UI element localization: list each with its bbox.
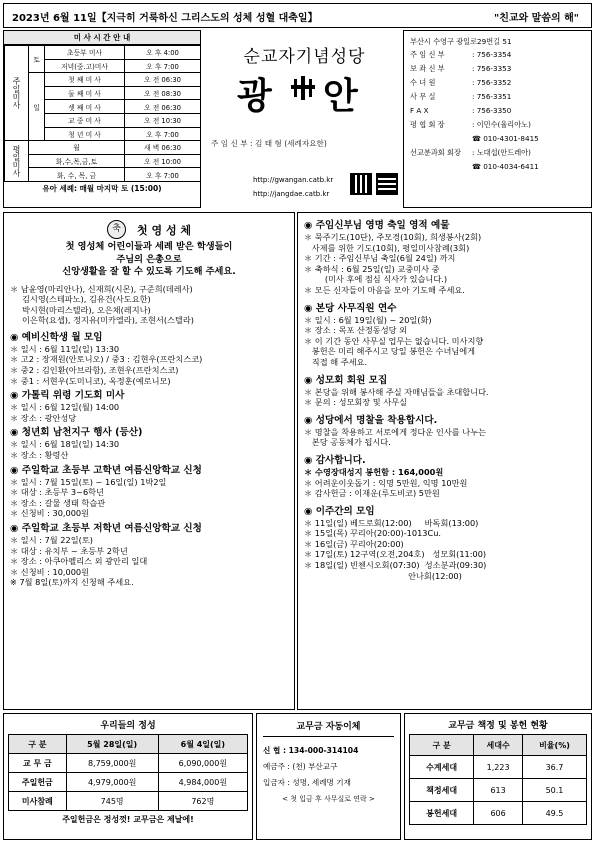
transfer-note: < 첫 입금 후 사무실로 연락 > [282,795,375,803]
section-feast-gifts [304,219,585,296]
schedule-time: 오 후 7:00 [125,127,201,141]
schedule-name: 셋 째 미 사 [45,100,125,114]
section-youth-hike [10,426,288,460]
names-line: 이은학(요셉), 정지유(미카엘라), 조현서(스텔라) [22,315,194,326]
pledge-row-label: 책정세대 [410,779,474,802]
offerings-row-label: 교 무 금 [9,754,67,773]
section-line: ＊ 일시 : 7월 15일(토) ~ 16일(일) 1박2일 [10,476,167,487]
header-bar [3,3,592,28]
section-line: ＊ 일시 : 6월 18일(일) 14:30 [10,439,120,450]
section-title: ◉ 예비신학생 월 모임 [10,331,103,343]
section-line: ＊ 이 기간 동안 사무실 업무는 없습니다. 미사지향 [304,335,484,346]
pledge-row-label: 봉헌세대 [410,802,474,825]
names-line: 김시영(스테파노), 김유건(사도요한) [22,294,151,305]
section-line: (미사 후에 점심 식사가 있습니다.) [304,274,448,285]
section-title: ◉ 성당에서 명찰을 착용합시다. [304,414,438,426]
section-line: 안나회(12:00) [304,570,462,581]
contact-row: 수 녀 원 : 756-3352 [410,78,512,87]
intro-line: 첫 영성체 어린이들과 세례 받은 학생들이 [65,241,233,252]
section-line: ＊ 일시 : 7월 22일(토) [10,535,93,545]
section-line: ＊ 일시 : 6월 11일(일) 13:30 [10,343,120,354]
section-line: ＊ 어려운이웃돕기 : 익명 5만원, 익명 10만원 [304,477,468,488]
pledge-count: 606 [474,802,523,825]
date-title: 2023년 6월 11일【지극히 거룩하신 그리스도의 성체 성혈 대축일】 [12,13,318,24]
schedule-name: 초등부 미사 [45,46,125,60]
section-title: ◉ 주일학교 초등부 고학년 여름신앙학교 신청 [10,464,202,476]
schedule-table [4,45,201,182]
pledge-rate: 49.5 [522,802,586,825]
schedule-name: 월 [29,141,125,155]
section-line: ＊ 장소 : 광안성당 [10,412,77,423]
intro-line: 신앙생활을 잘 할 수 있도록 기도해 주세요. [62,266,236,277]
schedule-time: 오 전 06:30 [125,100,201,114]
section-line: ＊ 18일(일) 빈첸시오회(07:30) 성소분과(09:30) [304,560,487,571]
contact-row: 주 임 신 부 : 756-3354 [410,50,512,59]
section-line: ＊ 명찰을 착용하고 서로에게 정다운 인사를 나누는 [304,426,486,437]
depositor-memo: 입금자 : 성명, 세례명 기재 [263,778,351,787]
section-line: ＊ 일시 : 6월 19일(월) ~ 20일(화) [304,314,432,325]
section-line: 직접 해 주세요. [304,356,368,367]
contact-block [403,30,592,208]
section-thanks [304,454,585,499]
offerings-box [3,713,253,840]
bank-account: 신 협 : 134-000-314104 [263,746,359,755]
church-subtitle: 순교자기념성당 [243,47,366,67]
section-line: ＊ 16일(금) 꾸리아(20:00) [304,538,404,549]
schedule-name: 저녁(중.고)미사 [45,59,125,73]
offerings-col-label: 구 분 [9,735,67,754]
schedule-time: 오 전 10:00 [125,154,201,168]
section-line: ＊ 장소 : 아쿠아펠리스 외 광안리 일대 [10,556,148,567]
section-line: ＊ 묵주기도(10단), 주모경(10회), 희생봉사(2회) [304,232,482,242]
section-line: 봉헌은 미리 해주시고 당일 봉헌은 수녀님에게 [304,346,476,357]
section-line: ※ 7월 8일(토)까지 신청해 주세요. [10,577,134,588]
section-office-training [304,302,585,368]
contact-row: ☎ 010-4301-8415 [472,134,539,143]
url-2[interactable]: http://jangdae.catb.kr [253,190,330,198]
qr-code-icon [376,173,398,195]
church-name-right: 안 [323,75,358,117]
section-title: ◉ 청년회 남천지구 행사 (등산) [10,427,143,439]
first-communion-title-row [10,219,288,241]
section-line: ＊ 대상 : 초등부 3~6학년 [10,487,104,498]
auto-transfer-box [256,713,401,840]
motto: "친교와 말씀의 해" [493,13,579,24]
pledge-box [404,713,592,840]
sun-label: 일 [29,73,45,141]
sat-label: 토 [29,46,45,73]
section-title: ◉ 주임신부님 영명 축일 영적 예물 [304,220,450,231]
offerings-value: 745명 [66,792,158,811]
pledge-table [409,734,587,825]
pledge-count: 1,223 [474,756,523,779]
pledge-header: 세대수 [474,735,523,756]
schedule-time: 오 전 06:30 [125,73,201,87]
section-line: ＊ 장소 : 황령산 [10,450,69,461]
first-communion-title: 첫 영 성 체 [137,223,192,237]
section-nametag [304,414,585,448]
section-line: ＊ 감사헌금 : 이재운(루도비코) 5만원 [304,488,440,499]
contact-row: 보 좌 신 부 : 756-3353 [410,64,512,73]
section-title: ◉ 가톨릭 위령 기도회 미사 [10,390,125,402]
pledge-count: 613 [474,779,523,802]
offerings-value: 4,979,000원 [66,773,158,792]
schedule-time: 새 벽 06:30 [125,141,201,155]
url-1[interactable]: http://gwangan.catb.kr [253,176,334,184]
section-line: ＊ 장소 : 목포 산정동성당 외 [304,325,408,336]
cross-emblem-icon [289,74,317,102]
account-holder: 예금주 : (천) 부산교구 [263,762,338,771]
contact-row: F A X : 756-3350 [410,106,512,115]
section-choir-recruit [304,374,585,408]
schedule-time: 오 전 10:30 [125,113,201,127]
section-meetings [304,505,585,582]
section-line: ＊ 15일(목) 꾸리아(20:00)-1013Cu. [304,528,442,539]
section-line: ＊ 고2 : 장재원(안토니오) / 중3 : 김현우(프란치스코) [10,354,203,365]
offerings-value: 762명 [158,792,247,811]
schedule-time: 오 후 4:00 [125,46,201,60]
celebration-badge-icon: 축 [107,220,126,239]
offerings-title: 우리들의 정성 [100,721,156,731]
offerings-row-label: 미사참례 [9,792,67,811]
schedule-name: 첫 째 미 사 [45,73,125,87]
contact-row: ☎ 010-4034-6411 [472,162,539,171]
section-line: ＊ 본당을 위해 봉사해 주실 자매님들을 초대합니다. [304,386,489,397]
address: 부산시 수영구 광일로29번길 51 [410,37,512,46]
schedule-name: 교 중 미 사 [45,113,125,127]
offerings-value: 4,984,000원 [158,773,247,792]
section-title: ◉ 주일학교 초등부 저학년 여름신앙학교 신청 [10,523,202,534]
section-line: ＊ 장소 : 갈물 생태 학습관 [10,497,106,508]
pledge-rate: 50.1 [522,779,586,802]
schedule-time: 오 후 7:00 [125,59,201,73]
names-line: ＊ 남윤영(마리안나), 신재희(시몬), 구준희(데레사) [10,283,193,294]
section-title: ◉ 본당 사무직원 연수 [304,302,397,314]
section-prayer-mass [10,389,288,423]
section-line: ＊ 17일(토) 12구역(오전,204호) 성모회(11:00) [304,549,487,560]
section-sunday-school-low [10,522,288,588]
infant-baptism: 유아 세례: 매월 마지막 토 (15:00) [42,183,162,193]
offerings-value: 6,090,000원 [158,754,247,773]
section-line: ＊ 중1 : 서현우(도미니코), 옥정훈(예로니모) [10,375,171,386]
sunday-group-label: 주일미사 [5,46,29,141]
church-name-left: 광 [237,75,272,117]
schedule-name: 화,수,목,금,토 [29,154,125,168]
schedule-title: 미 사 시 간 안 내 [4,31,200,45]
offerings-table [8,734,248,811]
offerings-footer: 주일헌금은 정성껏! 교무금은 제날에! [62,815,194,824]
section-line: ＊ 수영장대성지 봉헌함 : 164,000원 [304,466,444,477]
right-column [297,212,592,710]
schedule-time: 오 후 7:00 [125,168,201,182]
contact-row: 사 무 실 : 756-3351 [410,92,512,101]
schedule-name: 청 년 미 사 [45,127,125,141]
section-line: ＊ 일시 : 6월 12일(월) 14:00 [10,402,120,413]
pledge-header: 구 분 [410,735,474,756]
pledge-row-label: 수계세대 [410,756,474,779]
section-line: ＊ 신청비 : 30,000원 [10,508,90,519]
left-column [3,212,295,710]
section-line: ＊ 축하식 : 6월 25일(일) 교중미사 중 [304,263,440,274]
section-line: ＊ 대상 : 유치부 ~ 초등부 2학년 [10,545,128,556]
offerings-value: 8,759,000원 [66,754,158,773]
section-line: ＊ 모든 신자들이 마음을 모아 기도해 주세요. [304,284,465,295]
section-line: ＊ 중2 : 김인환(아브라함), 조현우(프란치스코) [10,365,179,376]
section-title: ◉ 감사합니다. [304,454,366,466]
church-logo-block [203,30,401,208]
section-title: ◉ 성모회 회원 모집 [304,374,388,386]
schedule-name: 둘 째 미 사 [45,86,125,100]
pledge-header: 비율(%) [522,735,586,756]
intro-line: 주님의 은총으로 [116,253,182,265]
offerings-date: 6월 4일(일) [158,735,247,754]
pledge-rate: 36.7 [522,756,586,779]
weekday-group-label: 평일미사 [5,141,29,182]
offerings-row-label: 주일헌금 [9,773,67,792]
section-pre-catechumen [10,331,288,386]
schedule-time: 오 전 08:30 [125,86,201,100]
contact-row: 평 협 회 장 : 이민수(율리아노) [410,120,531,129]
section-line: ＊ 문의 : 성모회장 및 사무실 [304,397,408,408]
section-line: 본당 공동체가 됩시다. [304,437,391,448]
qr-code-icon [350,173,372,195]
mass-schedule [3,30,201,208]
section-line: ＊ 기간 : 주임신부님 축일(6월 24일) 까지 [304,253,456,264]
schedule-name: 화, 수, 목, 금 [29,168,125,182]
names-line: 박시현(마리스텔라), 오은채(레지나) [22,304,151,315]
pledge-title: 교무금 책정 및 봉헌 현황 [448,721,548,731]
section-line: ＊ 11일(일) 베드로회(12:00) 바독회(13:00) [304,517,479,528]
section-line: 사제를 위한 기도(10회), 평일미사참례(3회) [304,242,470,253]
auto-transfer-title: 교무금 자동이체 [263,718,394,737]
contact-row: 선교분과회 회장 : 노대섭(안드레아) [410,148,531,157]
church-name [237,68,373,117]
offerings-date: 5월 28일(일) [66,735,158,754]
section-title: ◉ 이주간의 모임 [304,505,375,517]
pastor-name: 주 임 신 부 : 김 태 형 (세례자요한) [211,139,327,148]
section-line: ＊ 신청비 : 10,000원 [10,566,90,577]
section-sunday-school-high [10,464,288,519]
